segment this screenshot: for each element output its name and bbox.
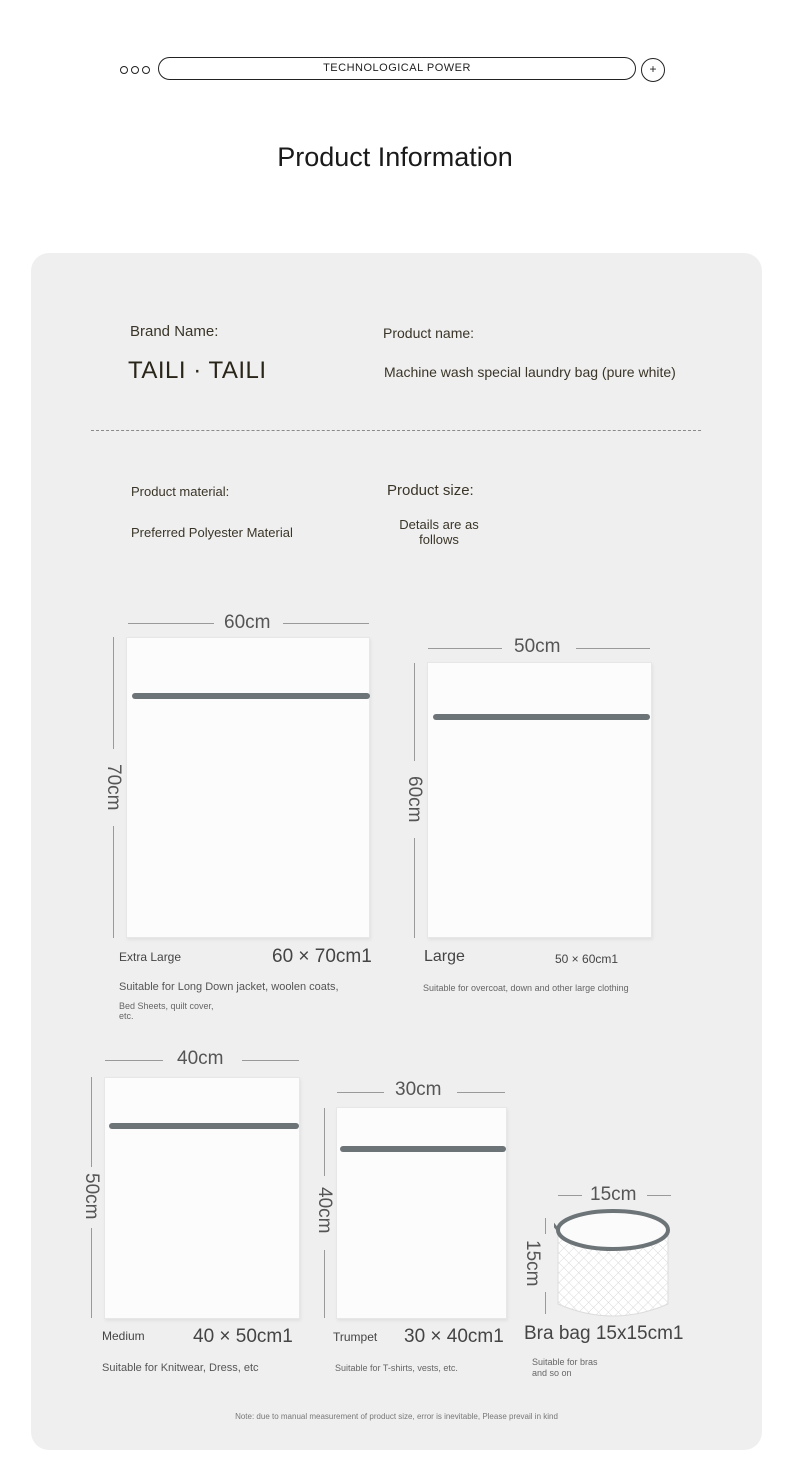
dimension-line	[324, 1108, 325, 1176]
zipper	[433, 714, 650, 720]
xl-height-label: 70cm	[103, 764, 124, 811]
bra-desc: and so on	[532, 1368, 572, 1378]
measurement-note: Note: due to manual measurement of product size, error is inevitable, Please prevail in kind	[235, 1412, 558, 1421]
large-height-label: 60cm	[404, 776, 425, 823]
bra-width-label: 15cm	[590, 1184, 637, 1205]
dimension-line	[558, 1195, 582, 1196]
trumpet-width-label: 30cm	[395, 1079, 442, 1100]
dimension-line	[242, 1060, 299, 1061]
dimension-line	[324, 1250, 325, 1318]
brand-value: TAILI · TAILI	[128, 357, 267, 384]
xl-size: 60 × 70cm1	[272, 946, 372, 967]
zipper	[109, 1123, 299, 1129]
medium-name: Medium	[102, 1329, 145, 1343]
dot-icon	[120, 66, 128, 74]
dashed-divider	[91, 430, 701, 431]
xl-width-label: 60cm	[224, 612, 271, 633]
zipper	[132, 693, 370, 699]
dimension-line	[414, 838, 415, 938]
dot-icon	[142, 66, 150, 74]
large-size: 50 × 60cm1	[555, 952, 619, 966]
dimension-line	[105, 1060, 163, 1061]
dimension-line	[337, 1092, 384, 1093]
dimension-line	[283, 623, 369, 624]
large-desc: Suitable for overcoat, down and other large clothing	[423, 983, 629, 993]
xl-desc: Suitable for Long Down jacket, woolen coats,	[119, 981, 339, 993]
xl-desc: Bed Sheets, quilt cover,	[119, 1001, 214, 1011]
product-name-value: Machine wash special laundry bag (pure white)	[384, 364, 676, 380]
dimension-line	[128, 623, 214, 624]
dimension-line	[113, 826, 114, 938]
trumpet-name: Trumpet	[333, 1330, 378, 1344]
material-value: Preferred Polyester Material	[131, 525, 293, 540]
size-label: Product size:	[387, 482, 474, 499]
large-bag-image	[427, 662, 652, 938]
dimension-line	[414, 663, 415, 761]
dimension-line	[545, 1292, 546, 1314]
dimension-line	[91, 1228, 92, 1318]
zipper	[340, 1146, 506, 1152]
trumpet-bag-image	[336, 1107, 507, 1319]
trumpet-height-label: 40cm	[314, 1187, 335, 1234]
size-value-line: Details are as	[399, 517, 479, 532]
decorative-dots	[120, 66, 150, 74]
medium-bag-image	[104, 1077, 300, 1319]
dot-icon	[131, 66, 139, 74]
xl-bag-image	[126, 637, 370, 938]
bra-bag-image	[554, 1208, 672, 1320]
dimension-line	[647, 1195, 671, 1196]
plus-icon: +	[641, 58, 665, 82]
bra-name-size: Bra bag 15x15cm1	[524, 1323, 684, 1344]
material-label: Product material:	[131, 484, 230, 499]
medium-height-label: 50cm	[81, 1173, 102, 1220]
dimension-line	[545, 1218, 546, 1234]
trumpet-desc: Suitable for T-shirts, vests, etc.	[335, 1363, 458, 1373]
banner-pill: TECHNOLOGICAL POWER	[158, 57, 636, 80]
dimension-line	[576, 648, 650, 649]
bra-desc: Suitable for bras	[532, 1357, 598, 1367]
bra-height-label: 15cm	[522, 1240, 543, 1287]
dimension-line	[113, 637, 114, 749]
brand-label: Brand Name:	[130, 323, 219, 340]
dimension-line	[91, 1077, 92, 1167]
large-name: Large	[424, 948, 465, 965]
medium-desc: Suitable for Knitwear, Dress, etc	[102, 1362, 259, 1374]
large-width-label: 50cm	[514, 636, 561, 657]
xl-desc: etc.	[119, 1011, 134, 1021]
size-value-line: follows	[419, 532, 459, 547]
medium-size: 40 × 50cm1	[193, 1326, 293, 1347]
dimension-line	[428, 648, 502, 649]
page-title: Product Information	[277, 142, 513, 172]
bra-bag-drawing	[554, 1208, 672, 1320]
size-value	[380, 517, 498, 547]
xl-name: Extra Large	[119, 950, 182, 964]
medium-width-label: 40cm	[177, 1048, 224, 1069]
dimension-line	[457, 1092, 505, 1093]
trumpet-size: 30 × 40cm1	[404, 1326, 504, 1347]
product-name-label: Product name:	[383, 325, 475, 341]
